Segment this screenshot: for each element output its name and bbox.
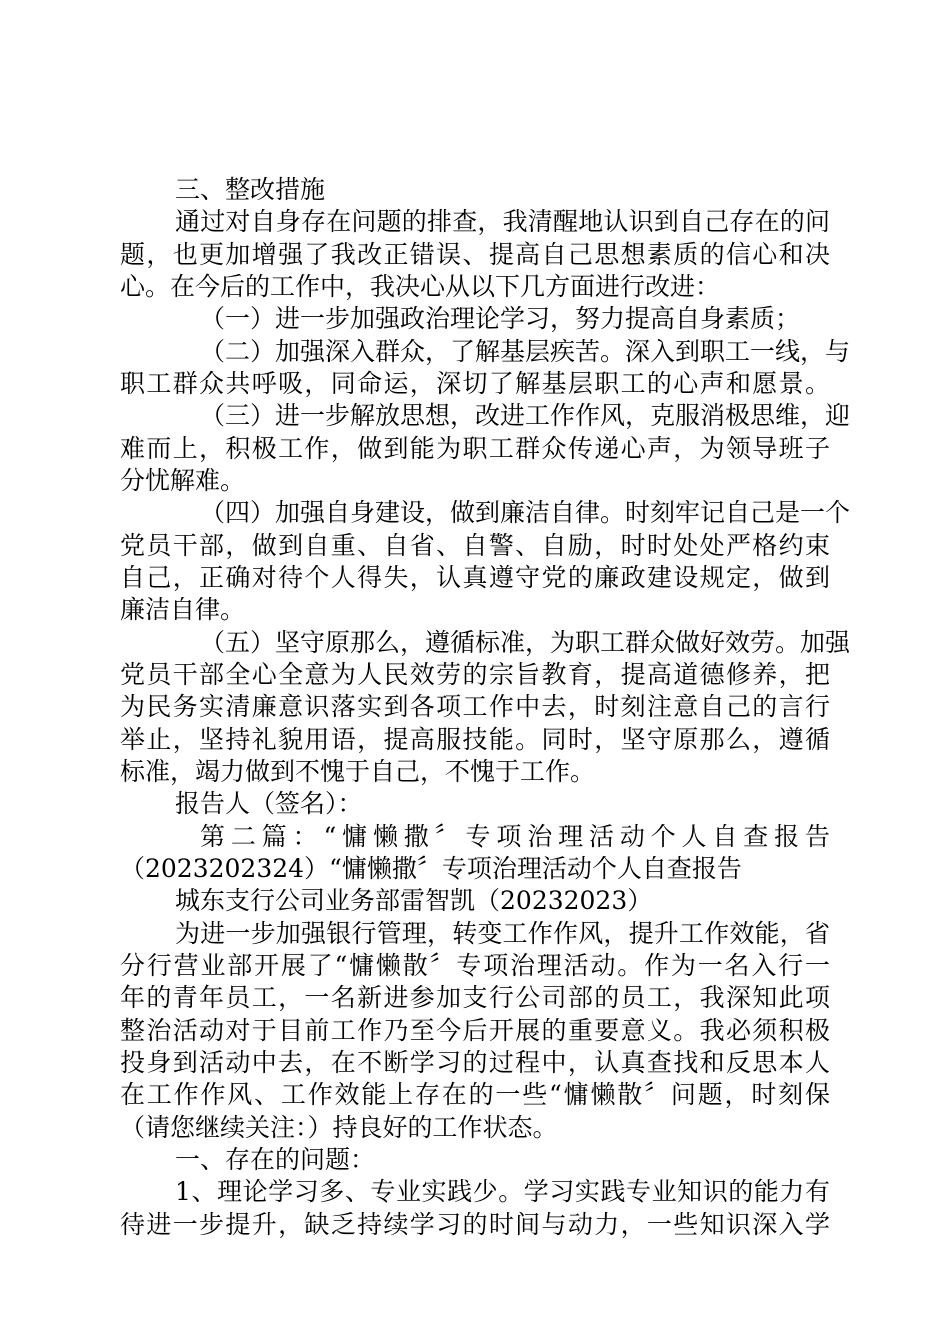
text-line: 廉洁自律。: [120, 595, 246, 624]
text-line: 党员干部，做到自重、自省、自警、自励，时时处处严格约束: [120, 531, 830, 560]
text-line: 待进一步提升，缺乏持续学习的时间与动力，一些知识深入学: [120, 1210, 830, 1239]
text-line: 分忧解难。: [120, 466, 246, 495]
text-line: （三）进一步解放思想，改进工作作风，克服消极思维，迎: [200, 401, 851, 430]
section-heading-rectification: 三、整改措施: [175, 175, 326, 204]
text-line: 在工作作风、工作效能上存在的一些“慵懒散〞问题，时刻保: [120, 1080, 830, 1109]
text-line: （四）加强自身建设，做到廉洁自律。时刻牢记自己是一个: [200, 498, 851, 527]
text-line: （五）坚守原那么，遵循标准，为职工群众做好效劳。加强: [200, 628, 851, 657]
text-line: 整治活动对于目前工作乃至今后开展的重要意义。我必须积极: [120, 1016, 830, 1045]
text-line: （请您继续关注：）持良好的工作状态。: [120, 1113, 558, 1142]
text-line: 标准，竭力做到不愧于自己，不愧于工作。: [120, 757, 596, 786]
signature-label: 报告人（签名）：: [175, 789, 363, 818]
text-line: 难而上，积极工作，做到能为职工群众传递心声，为领导班子: [120, 434, 830, 463]
text-line: 举止，坚持礼貌用语，提高服技能。同时，坚守原那么，遵循: [120, 725, 830, 754]
chapter-two-title: 第二篇：“慵懒撒〞专项治理活动个人自查报告: [200, 822, 830, 851]
text-line: 年的青年员工，一名新进参加支行公司部的员工，我深知此项: [120, 983, 830, 1012]
text-line: 为民务实清廉意识落实到各项工作中去，时刻注意自己的言行: [120, 692, 830, 721]
text-line: 题，也更加增强了我改正错误、提高自己思想素质的信心和决: [120, 240, 830, 269]
text-line: 心。在今后的工作中，我决心从以下几方面进行改进：: [120, 272, 721, 301]
text-line: 1、理论学习多、专业实践少。学习实践专业知识的能力有: [175, 1177, 830, 1206]
text-line: 自己，正确对待个人得失，认真遵守党的廉政建设规定，做到: [120, 563, 830, 592]
text-line: 职工群众共呼吸，同命运，深切了解基层职工的心声和愿景。: [120, 369, 830, 398]
chapter-two-subtitle: （2023202324）“慵懒撒〞专项治理活动个人自查报告: [120, 854, 742, 883]
text-line: 为进一步加强银行管理，转变工作作风，提升工作效能，省: [175, 919, 830, 948]
text-line: 投身到活动中去，在不断学习的过程中，认真查找和反思本人: [120, 1048, 830, 1077]
text-line: 党员干部全心全意为人民效劳的宗旨教育，提高道德修养，把: [120, 660, 830, 689]
text-line: 通过对自身存在问题的排查，我清醒地认识到自己存在的问: [175, 207, 830, 236]
section-heading-problems: 一、存在的问题：: [175, 1145, 376, 1174]
text-line: （一）进一步加强政治理论学习，努力提高自身素质；: [200, 304, 801, 333]
text-line: （二）加强深入群众，了解基层疾苦。深入到职工一线，与: [200, 337, 851, 366]
text-line: 分行营业部开展了“慵懒散〞专项治理活动。作为一名入行一: [120, 951, 830, 980]
author-line: 城东支行公司业务部雷智凯（20232023）: [175, 886, 653, 915]
